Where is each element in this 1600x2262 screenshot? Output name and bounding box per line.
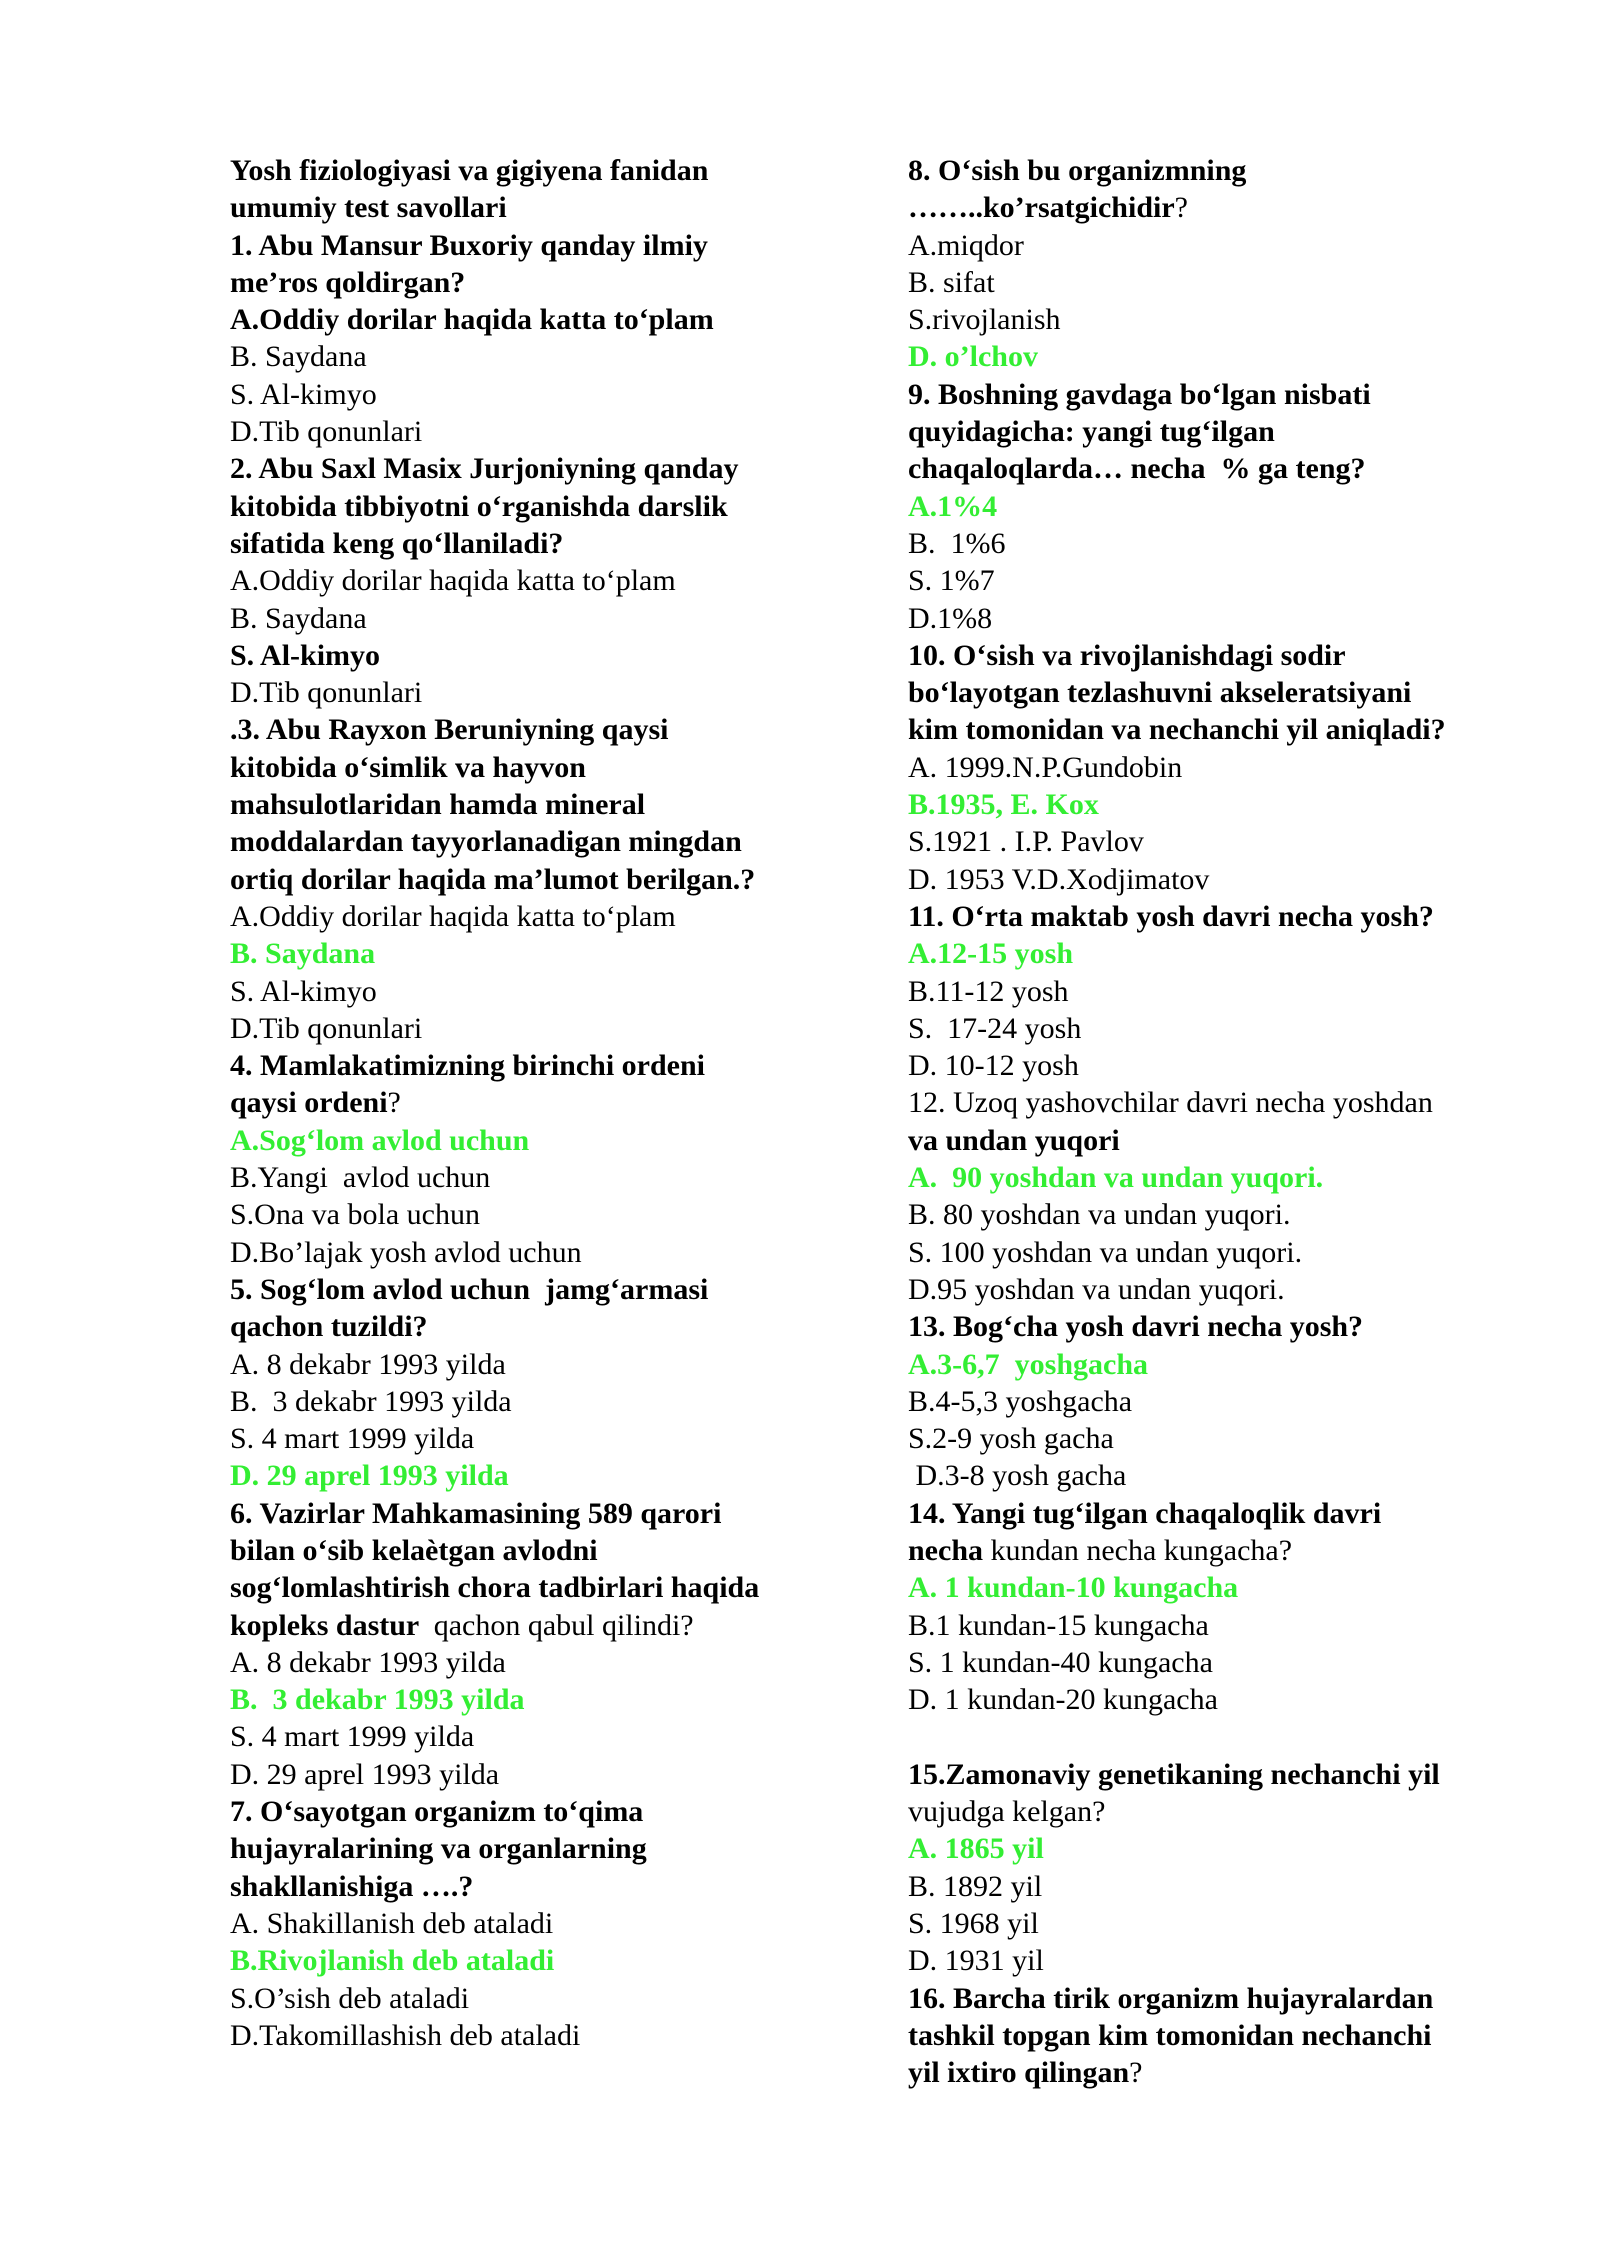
text-line: bilan o‘sib kelaètgan avlodni <box>230 1533 598 1567</box>
text-line: kitobida tibbiyotni o‘rganishda darslik <box>230 489 728 523</box>
text-run: kundan necha kungacha? <box>983 1533 1293 1567</box>
text-line: S. Al-kimyo <box>230 377 377 411</box>
text-line: A.Sog‘lom avlod uchun <box>230 1123 530 1157</box>
text-run: ……..ko’rsatgichidir <box>908 191 1175 225</box>
text-line: shakllanishiga ….? <box>230 1869 474 1903</box>
text-line: me’ros qoldirgan? <box>230 265 466 299</box>
text-line <box>908 189 1508 226</box>
text-line: A.12-15 yosh <box>908 937 1074 971</box>
text-line: B.11-12 yosh <box>908 974 1069 1008</box>
text-line: D. 1 kundan-20 kungacha <box>908 1683 1218 1717</box>
text-line: 7. O‘sayotgan organizm to‘qima <box>230 1795 644 1829</box>
text-line: B. 1892 yil <box>908 1869 1043 1903</box>
text-line: .3. Abu Rayxon Beruniyning qaysi <box>230 713 669 747</box>
text-line: B.Yangi avlod uchun <box>230 1161 491 1195</box>
text-line: A.3-6,7 yoshgacha <box>908 1347 1149 1381</box>
text-line: A. 1865 yil <box>908 1832 1044 1866</box>
text-line: B. 80 yoshdan va undan yuqori. <box>908 1198 1291 1232</box>
text-line: B. sifat <box>908 265 995 299</box>
text-line: D.Takomillashish deb ataladi <box>230 2018 581 2052</box>
text-line: B.4-5,3 yoshgacha <box>908 1384 1133 1418</box>
text-run: qachon qabul qilindi? <box>426 1608 694 1642</box>
text-line: moddalardan tayyorlanadigan mingdan <box>230 825 742 859</box>
text-line <box>230 1084 870 1121</box>
text-line: B. 1%6 <box>908 526 1006 560</box>
text-line: B.1935, E. Kox <box>908 788 1099 822</box>
text-line: 13. Bog‘cha yosh davri necha yosh? <box>908 1310 1364 1344</box>
blank-line <box>908 1718 1508 1755</box>
text-line: D.Tib qonunlari <box>230 415 423 449</box>
text-line: kitobida o‘simlik va hayvon <box>230 750 586 784</box>
text-line: A. 1999.N.P.Gundobin <box>908 750 1183 784</box>
text-line: D. 10-12 yosh <box>908 1049 1079 1083</box>
text-line: S. 4 mart 1999 yilda <box>230 1720 475 1754</box>
text-line: D. o’lchov <box>908 340 1038 374</box>
text-line: S.1921 . I.P. Pavlov <box>908 825 1144 859</box>
text-line: A. Shakillanish deb ataladi <box>230 1906 554 1940</box>
text-line: S. Al-kimyo <box>230 638 381 672</box>
text-line: S. 1%7 <box>908 564 995 598</box>
text-run: qaysi ordeni <box>230 1086 388 1120</box>
text-line: S.rivojlanish <box>908 303 1061 337</box>
text-run: ? <box>387 1086 401 1120</box>
text-line: D. 29 aprel 1993 yilda <box>230 1459 509 1493</box>
text-line: kim tomonidan va nechanchi yil aniqladi? <box>908 713 1446 747</box>
text-line: 10. O‘sish va rivojlanishdagi sodir <box>908 638 1346 672</box>
text-line <box>230 1607 870 1644</box>
text-line: D.Bo’lajak yosh avlod uchun <box>230 1235 582 1269</box>
text-line: S. 1968 yil <box>908 1906 1039 1940</box>
text-run: ? <box>1129 2056 1143 2090</box>
text-line: 9. Boshning gavdaga bo‘lgan nisbati <box>908 377 1371 411</box>
text-run: ? <box>1174 191 1188 225</box>
text-line: B. Saydana <box>230 601 367 635</box>
text-run: kopleks dastur <box>230 1608 427 1642</box>
text-line: A. 90 yoshdan va undan yuqori. <box>908 1161 1324 1195</box>
text-line: 4. Mamlakatimizning birinchi ordeni <box>230 1049 706 1083</box>
left-column <box>230 152 870 2054</box>
text-line: D. 1931 yil <box>908 1944 1044 1978</box>
text-line: quyidagicha: yangi tug‘ilgan <box>908 415 1275 449</box>
text-line: D. 29 aprel 1993 yilda <box>230 1757 500 1791</box>
text-line: 1. Abu Mansur Buxoriy qanday ilmiy <box>230 228 708 262</box>
text-run: necha <box>908 1533 983 1567</box>
text-line: S.O’sish deb ataladi <box>230 1981 470 2015</box>
text-line: S.Ona va bola uchun <box>230 1198 480 1232</box>
text-line: A. 8 dekabr 1993 yilda <box>230 1347 506 1381</box>
text-line: B. 3 dekabr 1993 yilda <box>230 1384 512 1418</box>
text-line: A.Oddiy dorilar haqida katta to‘plam <box>230 564 676 598</box>
text-line: vujudga kelgan? <box>908 1795 1106 1829</box>
text-line: 14. Yangi tug‘ilgan chaqaloqlik davri <box>908 1496 1382 1530</box>
text-line: hujayralarining va organlarning <box>230 1832 647 1866</box>
text-line: A.Oddiy dorilar haqida katta to‘plam <box>230 303 714 337</box>
text-line: D.95 yoshdan va undan yuqori. <box>908 1272 1285 1306</box>
text-line: mahsulotlaridan hamda mineral <box>230 788 646 822</box>
right-column <box>908 152 1508 2091</box>
text-line: 5. Sog‘lom avlod uchun jamg‘armasi <box>230 1272 709 1306</box>
text-line: S. 4 mart 1999 yilda <box>230 1422 475 1456</box>
text-line: S. 17-24 yosh <box>908 1011 1082 1045</box>
text-line: B.Rivojlanish deb ataladi <box>230 1944 555 1978</box>
text-line: va undan yuqori <box>908 1123 1120 1157</box>
text-line: S. 1 kundan-40 kungacha <box>908 1645 1213 1679</box>
text-line: 2. Abu Saxl Masix Jurjoniyning qanday <box>230 452 739 486</box>
text-line: A. 1 kundan-10 kungacha <box>908 1571 1239 1605</box>
text-line: D.1%8 <box>908 601 993 635</box>
text-line: S.2-9 yosh gacha <box>908 1422 1114 1456</box>
text-line: tashkil topgan kim tomonidan nechanchi <box>908 2018 1432 2052</box>
text-line: 12. Uzoq yashovchilar davri necha yoshdan <box>908 1086 1433 1120</box>
text-line: umumiy test savollari <box>230 191 507 225</box>
text-line: S. 100 yoshdan va undan yuqori. <box>908 1235 1303 1269</box>
text-line: qachon tuzildi? <box>230 1310 428 1344</box>
text-line: D.Tib qonunlari <box>230 1011 423 1045</box>
text-line: 15.Zamonaviy genetikaning nechanchi yil <box>908 1757 1440 1791</box>
text-line: B.1 kundan-15 kungacha <box>908 1608 1209 1642</box>
text-line: Yosh fiziologiyasi va gigiyena fanidan <box>230 154 709 187</box>
text-line: 8. O‘sish bu organizmning <box>908 154 1247 187</box>
text-line: A.miqdor <box>908 228 1024 262</box>
text-line: ortiq dorilar haqida ma’lumot berilgan.? <box>230 862 756 896</box>
text-line: B. 3 dekabr 1993 yilda <box>230 1683 525 1717</box>
text-line: 6. Vazirlar Mahkamasining 589 qarori <box>230 1496 722 1530</box>
text-line: A.Oddiy dorilar haqida katta to‘plam <box>230 899 676 933</box>
text-line: A.1%4 <box>908 489 998 523</box>
text-line: sifatida keng qo‘llaniladi? <box>230 526 564 560</box>
text-line: chaqaloqlarda… necha % ga teng? <box>908 452 1366 486</box>
text-line: S. Al-kimyo <box>230 974 377 1008</box>
text-line: D. 1953 V.D.Xodjimatov <box>908 862 1210 896</box>
text-run: yil ixtiro qilingan <box>908 2056 1130 2090</box>
text-line: 16. Barcha tirik organizm hujayralardan <box>908 1981 1434 2015</box>
text-line: sog‘lomlashtirish chora tadbirlari haqida <box>230 1571 760 1605</box>
text-line: B. Saydana <box>230 937 376 971</box>
text-line: D.Tib qonunlari <box>230 676 423 710</box>
text-line: B. Saydana <box>230 340 367 374</box>
text-line: D.3-8 yosh gacha <box>908 1459 1127 1493</box>
text-line: 11. O‘rta maktab yosh davri necha yosh? <box>908 899 1434 933</box>
text-line <box>908 1532 1508 1569</box>
text-line <box>908 2054 1508 2091</box>
text-line: bo‘layotgan tezlashuvni akseleratsiyani <box>908 676 1412 710</box>
text-line: A. 8 dekabr 1993 yilda <box>230 1645 506 1679</box>
